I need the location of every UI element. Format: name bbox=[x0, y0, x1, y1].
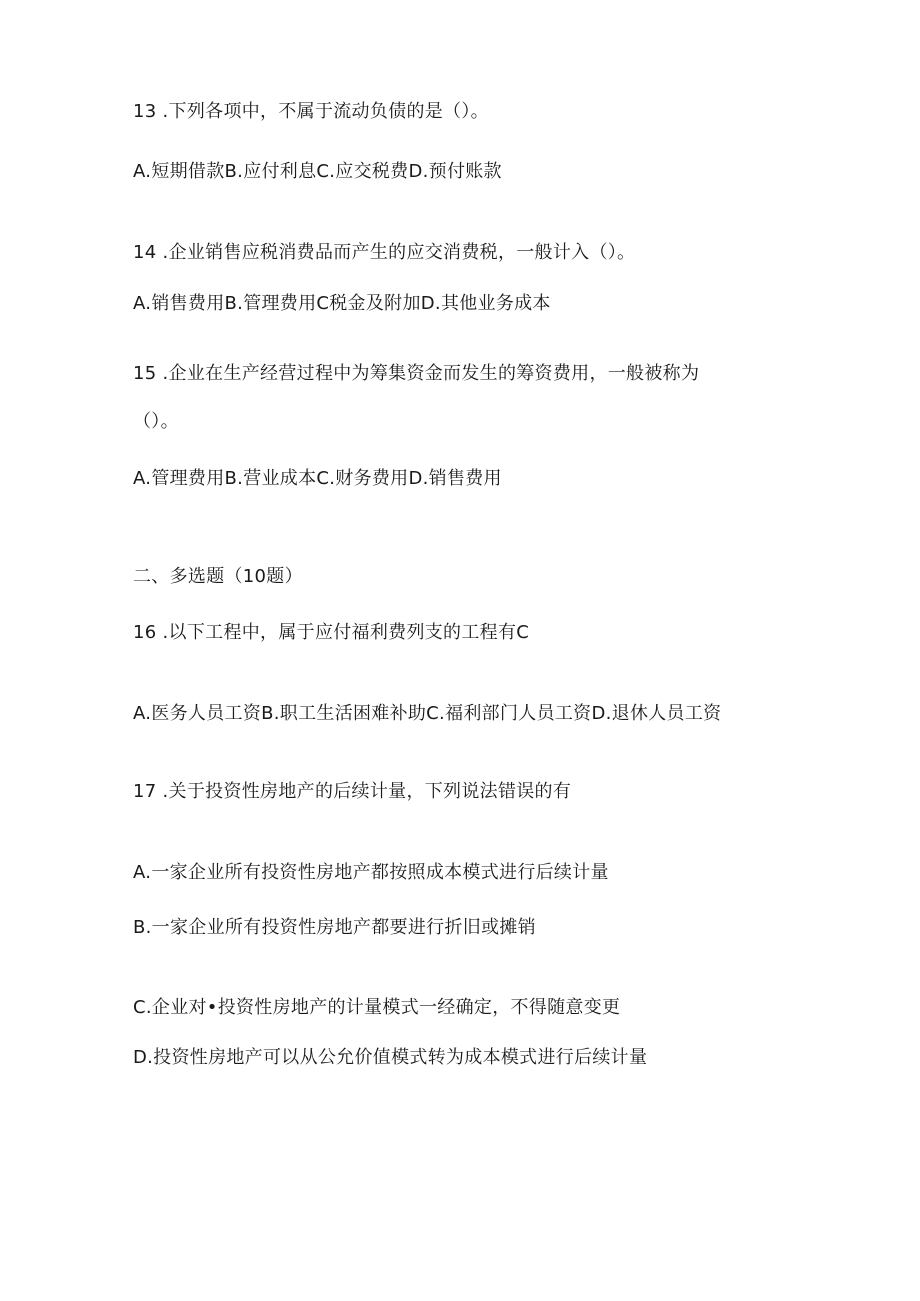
question-15-stem-line-1: 15 .企业在生产经营过程中为筹集资金而发生的筹资费用，一般被称为 bbox=[133, 363, 700, 384]
question-15-stem-line-2: （）。 bbox=[133, 411, 179, 432]
question-17-option-a: A.一家企业所有投资性房地产都按照成本模式进行后续计量 bbox=[133, 862, 609, 883]
question-13-options: A.短期借款B.应付利息C.应交税费D.预付账款 bbox=[133, 161, 502, 182]
question-14-options: A.销售费用B.管理费用C税金及附加D.其他业务成本 bbox=[133, 293, 551, 314]
question-17-stem: 17 .关于投资性房地产的后续计量，下列说法错误的有 bbox=[133, 781, 572, 802]
question-13-stem: 13 .下列各项中，不属于流动负债的是（）。 bbox=[133, 101, 489, 122]
question-15-options: A.管理费用B.营业成本C.财务费用D.销售费用 bbox=[133, 468, 502, 489]
question-17-option-b: B.一家企业所有投资性房地产都要进行折旧或摊销 bbox=[133, 917, 536, 938]
question-14-stem: 14 .企业销售应税消费品而产生的应交消费税，一般计入（）。 bbox=[133, 242, 636, 263]
question-17-option-c: C.企业对•投资性房地产的计量模式一经确定，不得随意变更 bbox=[133, 997, 621, 1018]
section-heading: 二、多选题（10题） bbox=[133, 566, 303, 587]
question-16-options: A.医务人员工资B.职工生活困难补助C.福利部门人员工资D.退休人员工资 bbox=[133, 703, 722, 724]
question-16-stem: 16 .以下工程中，属于应付福利费列支的工程有C bbox=[133, 622, 530, 643]
question-17-option-d: D.投资性房地产可以从公允价值模式转为成本模式进行后续计量 bbox=[133, 1047, 648, 1068]
